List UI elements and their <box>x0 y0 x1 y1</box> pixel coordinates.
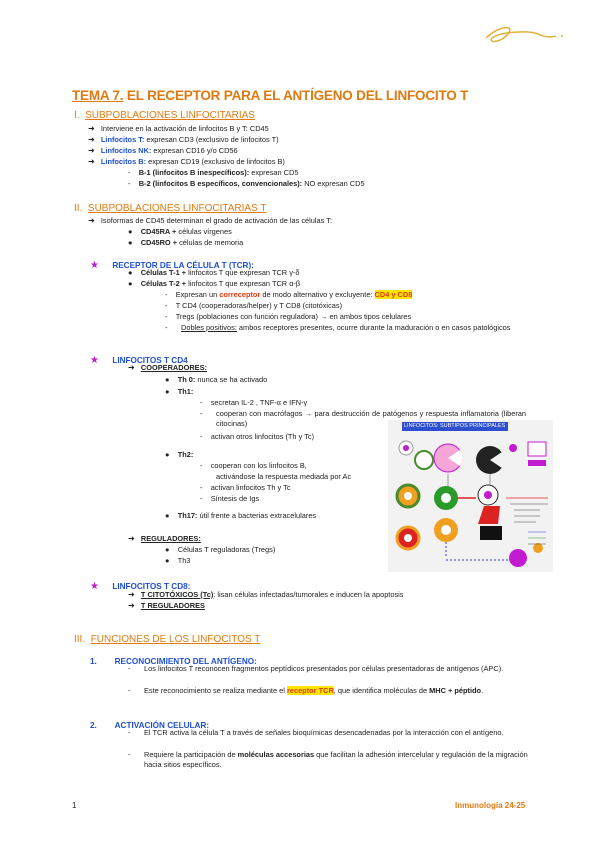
subsection-title: ACTIVACIÓN CELULAR: <box>114 721 210 730</box>
item-text: que facilitan la adhesión intercelular y regulación de la migración hacia sitios específicos. <box>144 750 528 769</box>
cd8-heading-text: LINFOCITOS T CD8: <box>112 582 191 591</box>
list-item: - T CD4 (cooperadoras/helper) y T CD8 (citotóxicas) <box>165 301 343 310</box>
arrow-icon: ➜ <box>128 534 135 543</box>
item-text: activándose la respuesta mediada por Ac <box>216 472 352 481</box>
item-bold: correceptor <box>219 290 261 299</box>
tcr-heading-text: RECEPTOR DE LA CÉLULA T (TCR): <box>112 261 254 270</box>
item-bold: moléculas accesorias <box>237 750 315 759</box>
list-item: - B-1 (linfocitos B inespecíficos): expresan CD5 <box>128 168 299 177</box>
item-text: células vírgenes <box>176 227 232 236</box>
item-text: Isoformas de CD45 determinan el grado de activación de las células T: <box>100 216 333 225</box>
list-item <box>88 135 279 145</box>
item-text: Th3 <box>177 556 191 565</box>
list-item: - Tregs (poblaciones con función reguladora) → en ambos tipos celulares <box>165 312 412 321</box>
item-text: nunca se ha activado <box>195 375 268 384</box>
figure-diagram <box>388 420 553 572</box>
item-text: Interviene en la activación de linfocitos B y T: CD45 <box>100 124 269 133</box>
section-1-heading <box>74 110 255 121</box>
list-item: - cooperan con los linfocitos B, <box>200 461 307 470</box>
item-text: Requiere la participación de <box>144 750 238 759</box>
list-item <box>128 601 205 611</box>
item-bold: Th17: <box>177 511 198 520</box>
list-item: - Los linfocitos T reconocen fragmentos peptídicos presentados por células presentadoras de antígenos (APC). <box>128 664 528 674</box>
list-item: ● Th17: útil frente a bacterias extracelulares <box>165 511 317 520</box>
arrow-icon: ➜ <box>88 135 95 144</box>
item-text: cooperan con macrófagos → para destrucción de patógenos y respuesta inflamatoria (liberan citocinas) <box>216 409 526 428</box>
item-text: Tregs (poblaciones con función reguladora) → en ambos tipos celulares <box>175 312 412 321</box>
list-item: - cooperan con macrófagos → para destrucción de patógenos y respuesta inflamatoria (liberan citocinas) <box>200 409 526 428</box>
list-item: - activan otros linfocitos (Th y Tc) <box>200 432 315 441</box>
item-text: Expresan un <box>175 290 220 299</box>
item-text: cooperan con los linfocitos B, <box>210 461 307 470</box>
item-bold: Células T-1 + <box>140 268 187 277</box>
list-item: ● Th1: <box>165 387 194 396</box>
list-item: - Este reconocimiento se realiza mediante el receptor TCR, que identifica moléculas de MHC + péptido. <box>128 686 484 695</box>
item-bold: B-1 (linfocitos B inespecíficos): <box>138 168 250 177</box>
item-text: de modo alternativo y excluyente: <box>260 290 375 299</box>
item-underline: Dobles positivos: <box>181 323 237 332</box>
item-text: , que identifica moléculas de <box>333 686 430 695</box>
footer-course: Inmunología 24-25 <box>455 801 526 810</box>
item-text: expresan CD19 (exclusivo de linfocitos B) <box>146 157 285 166</box>
item-bold: CD45RO + <box>140 238 178 247</box>
item-bold: Th2: <box>177 450 194 459</box>
list-item <box>88 216 332 226</box>
section-2-title: SUBPOBLACIONES LINFOCITARIAS T <box>87 203 267 214</box>
item-text: Este reconocimiento se realiza mediante el <box>144 686 287 695</box>
list-item: ● Th3 <box>165 556 191 565</box>
item-text: Células T reguladoras (Tregs) <box>177 545 276 554</box>
list-item: - Síntesis de Igs <box>200 494 260 503</box>
list-item: ● CD45RO + células de memoria <box>128 238 244 247</box>
item-text: activan linfocitos Th y Tc <box>210 483 291 492</box>
item-text: NO expresan CD5 <box>302 179 365 188</box>
item-text: : lisan células infectadas/tumorales e inducen la apoptosis <box>213 590 404 599</box>
item-highlight: CD4 y CD8 <box>374 290 413 299</box>
title-number: TEMA 7. <box>72 88 124 103</box>
arrow-icon: ➜ <box>128 363 135 372</box>
subsection-number: 1. <box>90 657 97 666</box>
list-item <box>88 157 285 167</box>
star-icon: ★ <box>90 581 99 592</box>
list-item: ● Células T-1 + linfocitos T que expresan TCR γ-δ <box>128 268 300 277</box>
figure-title: LINFOCITOS: SUBTIPOS PRINCIPALES <box>402 422 508 431</box>
item-bold: REGULADORES: <box>140 534 201 543</box>
item-bold: CD45RA + <box>140 227 177 236</box>
item-highlight: receptor TCR <box>286 686 334 695</box>
page-title <box>72 88 468 103</box>
list-item <box>216 472 351 482</box>
star-icon: ★ <box>90 260 99 271</box>
list-item: - Expresan un correceptor de modo alternativo y excluyente: CD4 y CD8 <box>165 290 413 299</box>
list-item <box>128 590 404 600</box>
list-item: ● Th2: <box>165 450 194 459</box>
list-item: - Requiere la participación de moléculas accesorias que facilitan la adhesión intercelular y regulación de la migración hacia sitios específicos. <box>128 750 528 769</box>
list-item <box>88 146 238 156</box>
item-bold: T REGULADORES <box>140 601 205 610</box>
item-bold: Linfocitos B: <box>100 157 147 166</box>
signature-logo <box>478 20 568 50</box>
section-2-roman: II. <box>74 203 83 214</box>
item-text: expresan CD3 (exclusivo de linfocitos T) <box>144 135 279 144</box>
page-number: 1 <box>72 801 77 810</box>
item-text: . <box>481 686 484 695</box>
item-text: útil frente a bacterias extracelulares <box>197 511 317 520</box>
list-item: - El TCR activa la célula T a través de señales bioquímicas desencadenadas por la interacción con el antígeno. <box>128 728 528 738</box>
item-text: activan otros linfocitos (Th y Tc) <box>210 432 315 441</box>
subsection-number: 2. <box>90 721 97 730</box>
item-bold: COOPERADORES: <box>140 363 207 372</box>
item-text: células de memoria <box>177 238 244 247</box>
subsection-title: RECONOCIMIENTO DEL ANTÍGENO: <box>114 657 257 666</box>
section-1-roman: I. <box>74 110 80 121</box>
item-text: El TCR activa la célula T a través de señales bioquímicas desencadenadas por la interacción con el antígeno. <box>144 728 504 737</box>
arrow-icon: ➜ <box>88 146 95 155</box>
list-item: ● CD45RA + células vírgenes <box>128 227 232 236</box>
list-item: ● Th 0: nunca se ha activado <box>165 375 268 384</box>
list-item: ● Células T reguladoras (Tregs) <box>165 545 276 554</box>
item-text: Síntesis de Igs <box>210 494 260 503</box>
section-3-roman: III. <box>74 634 86 645</box>
section-3-heading <box>74 634 260 645</box>
star-icon: ★ <box>90 355 99 366</box>
item-text: secretan IL-2 , TNF-α e IFN-γ <box>210 398 308 407</box>
item-text: expresan CD16 y/o CD56 <box>151 146 238 155</box>
arrow-icon: ➜ <box>128 601 135 610</box>
item-bold: Células T-2 + <box>140 279 187 288</box>
list-item <box>128 363 207 373</box>
arrow-icon: ➜ <box>128 590 135 599</box>
item-bold: Th1: <box>177 387 194 396</box>
item-text: T CD4 (cooperadoras/helper) y T CD8 (citotóxicas) <box>175 301 343 310</box>
section-1-title: SUBPOBLACIONES LINFOCITARIAS <box>85 110 255 121</box>
list-item <box>128 534 201 544</box>
list-item: ● Células T-2 + linfocitos T que expresan TCR α-β <box>128 279 301 288</box>
list-item: - Dobles positivos: ambos receptores presentes, ocurre durante la maduración o en casos patológicos <box>165 323 511 332</box>
item-text: ambos receptores presentes, ocurre durante la maduración o en casos patológicos <box>236 323 511 332</box>
item-bold: B-2 (linfocitos B específicos, convencionales): <box>138 179 303 188</box>
list-item <box>88 124 269 134</box>
lymphocyte-subtypes-figure <box>388 420 553 572</box>
item-text: Los linfocitos T reconocen fragmentos peptídicos presentados por células presentadoras de antígenos (APC). <box>144 664 504 673</box>
section-2-heading <box>74 203 266 214</box>
section-3-title: FUNCIONES DE LOS LINFOCITOS T <box>90 634 261 645</box>
item-bold: Linfocitos T: <box>100 135 145 144</box>
list-item: - B-2 (linfocitos B específicos, convencionales): NO expresan CD5 <box>128 179 365 188</box>
item-text: linfocitos T que expresan TCR γ-δ <box>186 268 300 277</box>
item-bold: Th 0: <box>177 375 196 384</box>
item-bold: Linfocitos NK: <box>100 146 152 155</box>
arrow-icon: ➜ <box>88 157 95 166</box>
item-bold: T CITOTÓXICOS (Tc) <box>140 590 214 599</box>
list-item: - secretan IL-2 , TNF-α e IFN-γ <box>200 398 308 407</box>
cd4-heading-text: LINFOCITOS T CD4 <box>112 356 188 365</box>
item-text: expresan CD5 <box>249 168 299 177</box>
arrow-icon: ➜ <box>88 124 95 133</box>
item-text: linfocitos T que expresan TCR α-β <box>186 279 301 288</box>
list-item: - activan linfocitos Th y Tc <box>200 483 291 492</box>
arrow-icon: ➜ <box>88 216 95 225</box>
title-text: EL RECEPTOR PARA EL ANTÍGENO DEL LINFOCITO T <box>123 88 469 103</box>
item-bold: MHC + péptido <box>429 686 482 695</box>
